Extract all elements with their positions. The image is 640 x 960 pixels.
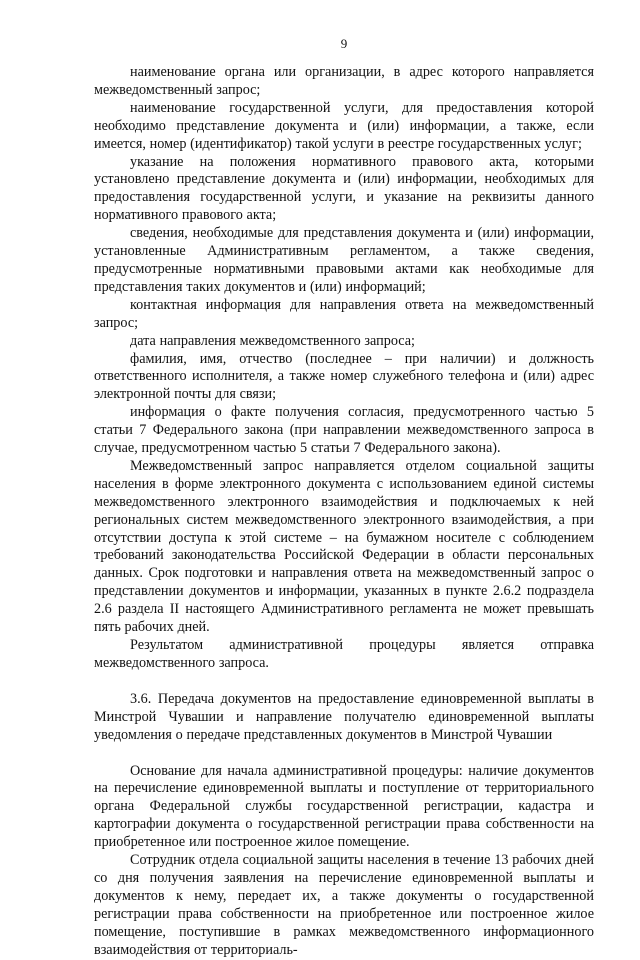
paragraph-recipient: наименование органа или организации, в адрес которого направляется межведомственный запрос; [94, 64, 594, 98]
section-gap [94, 745, 594, 763]
paragraph-basis: Основание для начала административной процедуры: наличие документов на перечисление единовременной выплаты и поступление от территориального органа Федеральной службы государственной регистрации, кадастра и картографии документа о государственной регистрации права собственности на приобретенное или построенное жилое помещение. [94, 762, 594, 851]
page-number: 9 [340, 36, 348, 51]
paragraph-employee-action: Сотрудник отдела социальной защиты населения в течение 13 рабочих дней со дня получения заявления на перечисление единовременной выплаты и документов к нему, передает их, а также документы о государственной регистрации права собственности на приобретенное или построенное жилое помещение, поступившие в рамках межведомственного информационного взаимодействия от территориаль- [94, 852, 594, 958]
paragraph-legal-act: указание на положения нормативного правового акта, которыми установлено представление документа и (или) информации, необходимых для предоставления государственной услуги, и указание на реквизиты данного нормативного правового акта; [94, 153, 594, 224]
paragraph-executor: фамилия, имя, отчество (последнее – при наличии) и должность ответственного исполнителя, а также номер служебного телефона и (или) адрес электронной почты для связи; [94, 350, 594, 403]
paragraph-contact-info: контактная информация для направления ответа на межведомственный запрос; [94, 296, 594, 331]
paragraph-interagency-request: Межведомственный запрос направляется отделом социальной защиты населения в форме электронного документа с использованием единой системы межведомственного электронного взаимодействия и подключаемых к ней региональных систем межведомственного электронного взаимодействия, а при отсутствии доступа к этой системе – на бумажном носителе с соблюдением требований законодательства Российской Федерации в области персональных данных. Срок подготовки и направления ответа на межведомственный запрос о представлении документов и информации, указанных в пункте 2.6.2 подраздела 2.6 раздела II настоящего Административного регламента не может превышать пять рабочих дней. [94, 457, 594, 636]
paragraph-request-date: дата направления межведомственного запроса; [130, 332, 415, 349]
paragraph-result: Результатом административной процедуры является отправка межведомственного запроса. [94, 637, 594, 671]
section-heading: 3.6. Передача документов на предоставление единовременной выплаты в Минстрой Чувашии и направление получателю единовременной выплаты уведомления о передаче представленных документов в Минстрой Чувашии [94, 690, 594, 743]
section-gap [94, 673, 594, 691]
document-page [94, 36, 594, 960]
paragraph-consent: информация о факте получения согласия, предусмотренного частью 5 статьи 7 Федерального закона (при направлении межведомственного запроса в случае, предусмотренном частью 5 статьи 7 Федерального закона). [94, 404, 594, 457]
paragraph-required-info: сведения, необходимые для представления документа и (или) информации, установленные Административным регламентом, а также сведения, предусмотренные нормативными правовыми актами как необходимые для представления таких документов и (или) информаций; [94, 225, 594, 295]
paragraph-service-name: наименование государственной услуги, для предоставления которой необходимо представление документа и (или) информации, а также, если имеется, номер (идентификатор) такой услуги в реестре государственных услуг; [94, 99, 594, 152]
